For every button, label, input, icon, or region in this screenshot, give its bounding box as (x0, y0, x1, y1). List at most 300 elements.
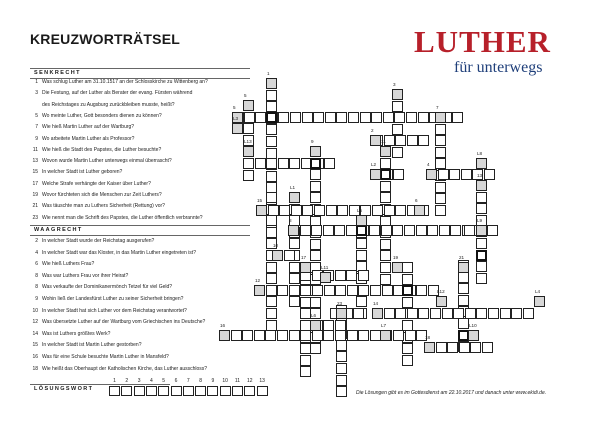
solution-box[interactable] (171, 386, 182, 396)
grid-cell[interactable] (336, 112, 347, 123)
solution-number: 10 (222, 378, 228, 384)
grid-cell[interactable] (284, 250, 295, 261)
grid-cell[interactable] (470, 342, 481, 353)
clue-text: Wie hieß Luthers Frau? (42, 261, 95, 268)
waagrecht-clue (30, 273, 128, 279)
grid-cell[interactable] (346, 270, 357, 281)
grid-cell[interactable] (254, 330, 265, 341)
senkrecht-clue (30, 147, 161, 153)
waagrecht-clue (30, 250, 196, 256)
clue-number: 9 (35, 135, 38, 142)
clue-text: Was übersetzte Luther auf der Wartburg vom Griechischen ins Deutsche? (42, 319, 206, 326)
grid-cell[interactable] (266, 320, 277, 331)
grid-cell-number: 12 (255, 278, 261, 283)
grid-cell[interactable] (380, 262, 391, 273)
grid-cell[interactable] (523, 308, 534, 319)
solution-number: 12 (247, 378, 253, 384)
grid-cell[interactable] (402, 285, 413, 296)
grid-cell[interactable] (347, 285, 358, 296)
grid-cell[interactable] (323, 330, 334, 341)
grid-cell[interactable] (243, 146, 254, 157)
grid-cell[interactable] (476, 203, 487, 214)
waagrecht-clue (30, 319, 205, 325)
grid-cell[interactable] (392, 101, 403, 112)
grid-cell[interactable] (380, 158, 391, 169)
grid-cell[interactable] (435, 147, 446, 158)
grid-cell[interactable] (353, 308, 364, 319)
grid-cell[interactable] (300, 297, 311, 308)
grid-cell[interactable] (336, 363, 347, 374)
grid-cell-number: 11 (381, 139, 386, 144)
grid-cell[interactable] (476, 180, 487, 191)
grid-cell[interactable] (310, 146, 321, 157)
grid-cell[interactable] (384, 205, 395, 216)
grid-cell[interactable] (534, 296, 545, 307)
grid-cell[interactable] (476, 238, 487, 249)
grid-cell[interactable] (289, 330, 300, 341)
grid-cell[interactable] (300, 343, 311, 354)
grid-cell[interactable] (393, 169, 404, 180)
grid-cell[interactable] (435, 205, 446, 216)
grid-cell[interactable] (310, 192, 321, 203)
grid-cell[interactable] (369, 225, 380, 236)
grid-cell[interactable] (266, 227, 277, 238)
grid-cell[interactable] (336, 375, 347, 386)
grid-cell[interactable] (324, 158, 335, 169)
grid-cell[interactable] (242, 330, 253, 341)
grid-cell[interactable] (266, 90, 277, 101)
solution-box[interactable] (244, 386, 255, 396)
grid-cell[interactable] (416, 225, 427, 236)
grid-cell-number: 2 (371, 128, 374, 133)
grid-cell[interactable] (416, 285, 427, 296)
waagrecht-clue (30, 342, 142, 348)
grid-cell[interactable] (476, 158, 487, 169)
grid-cell-number: 8 (289, 218, 292, 223)
clue-text: In welcher Stadt wurde der Reichstag ausgerufen? (42, 238, 155, 244)
grid-cell[interactable] (476, 308, 487, 319)
grid-cell[interactable] (243, 123, 254, 134)
grid-cell[interactable] (438, 169, 449, 180)
clue-number: 16 (32, 354, 38, 360)
grid-cell[interactable] (288, 225, 299, 236)
grid-cell[interactable] (458, 262, 469, 273)
grid-cell[interactable] (356, 225, 367, 236)
grid-cell[interactable] (418, 112, 429, 123)
section-divider (30, 225, 250, 226)
grid-cell-number: 5 (244, 93, 247, 98)
grid-cell[interactable] (370, 285, 381, 296)
solution-box[interactable] (220, 386, 231, 396)
solution-box[interactable] (146, 386, 157, 396)
solution-box[interactable] (195, 386, 206, 396)
grid-cell[interactable] (255, 158, 266, 169)
grid-cell[interactable] (325, 112, 336, 123)
grid-cell[interactable] (300, 355, 311, 366)
grid-cell[interactable] (380, 250, 391, 261)
grid-cell[interactable] (256, 205, 267, 216)
grid-cell[interactable] (435, 193, 446, 204)
grid-cell[interactable] (380, 330, 391, 341)
grid-cell[interactable] (405, 330, 416, 341)
clue-text: In welcher Stadt war das Kloster, in das Martin Luther eingetreten ist? (42, 249, 196, 256)
grid-cell[interactable] (450, 225, 461, 236)
senkrecht-clue (30, 203, 165, 209)
grid-cell[interactable] (289, 296, 300, 307)
logo-wordmark: LUTHER (414, 24, 551, 59)
logo-subtitle: für unterwegs (454, 59, 543, 76)
senkrecht-clue (30, 113, 162, 119)
grid-cell[interactable] (458, 295, 469, 306)
grid-cell[interactable] (266, 112, 277, 123)
grid-cell[interactable] (402, 262, 413, 273)
grid-cell[interactable] (266, 124, 277, 135)
grid-cell[interactable] (464, 225, 475, 236)
grid-cell[interactable] (435, 112, 446, 123)
grid-cell[interactable] (266, 262, 277, 273)
grid-cell[interactable] (370, 135, 381, 146)
footer-note: Die Lösungen gibt es im Gottesdienst am 22.10.2017 und danach unter www.ekidi.de. (356, 390, 547, 396)
grid-cell[interactable] (254, 285, 265, 296)
clue-text: Wo arbeitete Martin Luther als Professor? (42, 135, 135, 142)
grid-cell[interactable] (435, 158, 446, 169)
grid-cell[interactable] (266, 158, 277, 169)
grid-cell[interactable] (335, 330, 346, 341)
grid-cell[interactable] (266, 148, 277, 159)
grid-cell[interactable] (289, 273, 300, 284)
grid-cell[interactable] (326, 205, 337, 216)
clue-text: Wovon wurde Martin Luther unterwegs einmal überrascht? (42, 158, 172, 165)
solution-number: 6 (174, 378, 178, 384)
grid-cell[interactable] (414, 205, 425, 216)
grid-cell[interactable] (435, 124, 446, 135)
grid-cell[interactable] (442, 308, 453, 319)
grid-cell[interactable] (436, 342, 447, 353)
grid-cell[interactable] (310, 158, 321, 169)
grid-cell-number: 3 (393, 82, 396, 87)
grid-cell[interactable] (310, 181, 321, 192)
solution-box[interactable] (134, 386, 145, 396)
grid-cell-number: 5 (233, 105, 236, 110)
grid-cell[interactable] (255, 112, 266, 123)
grid-cell[interactable] (348, 112, 359, 123)
grid-cell[interactable] (418, 308, 429, 319)
grid-cell-number: 14 (373, 301, 379, 306)
grid-cell-number: L11 (321, 265, 329, 270)
grid-cell-number: L3 (233, 116, 239, 121)
grid-cell[interactable] (356, 250, 367, 261)
clue-number: 19 (32, 192, 38, 198)
solution-box[interactable] (183, 386, 194, 396)
waagrecht-heading: WAAGRECHT (34, 227, 83, 233)
clue-number: 12 (32, 319, 38, 326)
clue-number: 23 (32, 214, 38, 221)
grid-cell[interactable] (393, 330, 404, 341)
grid-cell[interactable] (300, 330, 311, 341)
grid-cell-number: 19 (393, 255, 399, 260)
grid-cell[interactable] (436, 296, 447, 307)
grid-cell[interactable] (395, 135, 406, 146)
solution-number: 9 (211, 378, 215, 384)
grid-cell[interactable] (395, 205, 406, 216)
clue-number: 3 (35, 90, 38, 97)
grid-cell[interactable] (300, 225, 311, 236)
grid-cell[interactable] (336, 308, 347, 319)
grid-cell[interactable] (335, 320, 346, 331)
grid-cell[interactable] (336, 340, 347, 351)
grid-cell-number: 13 (477, 173, 483, 178)
grid-cell[interactable] (335, 270, 346, 281)
grid-cell[interactable] (244, 112, 255, 123)
solution-box[interactable] (121, 386, 132, 396)
grid-cell[interactable] (277, 330, 288, 341)
grid-cell[interactable] (484, 169, 495, 180)
grid-cell[interactable] (347, 330, 358, 341)
grid-cell[interactable] (370, 169, 381, 180)
grid-cell[interactable] (449, 169, 460, 180)
grid-cell[interactable] (266, 285, 277, 296)
grid-cell[interactable] (310, 239, 321, 250)
grid-cell[interactable] (476, 273, 487, 284)
grid-cell[interactable] (372, 205, 383, 216)
waagrecht-clue (30, 296, 183, 302)
grid-cell[interactable] (427, 225, 438, 236)
senkrecht-clue (30, 181, 151, 187)
clue-number: 2 (35, 238, 38, 244)
grid-cell[interactable] (302, 205, 313, 216)
clue-text: Wie nennt man die Schrift des Papstes, die Luther öffentlich verbrannte? (42, 214, 203, 221)
clue-text: Was täuschte man zu Luthers Sicherheit (Rettung) vor? (42, 203, 165, 210)
solution-number: 7 (186, 378, 190, 384)
grid-cell[interactable] (232, 123, 243, 134)
grid-cell[interactable] (277, 285, 288, 296)
grid-cell[interactable] (465, 308, 476, 319)
grid-cell[interactable] (266, 171, 277, 182)
grid-cell[interactable] (447, 342, 458, 353)
grid-cell[interactable] (392, 89, 403, 100)
grid-cell[interactable] (335, 285, 346, 296)
clue-text: In welcher Stadt ist Martin Luther gestorben? (42, 342, 142, 349)
grid-cell[interactable] (289, 192, 300, 203)
grid-cell[interactable] (487, 225, 498, 236)
solution-box[interactable] (257, 386, 268, 396)
grid-cell[interactable] (324, 285, 335, 296)
grid-cell-number: L9 (477, 218, 483, 223)
grid-cell[interactable] (402, 355, 413, 366)
grid-cell[interactable] (402, 274, 413, 285)
grid-cell[interactable] (404, 225, 415, 236)
waagrecht-clue (30, 366, 207, 372)
grid-cell[interactable] (372, 308, 383, 319)
clue-text: Was war Luthers Frau vor ihrer Heirat? (42, 272, 129, 279)
grid-cell[interactable] (243, 170, 254, 181)
grid-cell[interactable] (243, 100, 254, 111)
grid-cell-number: L6 (311, 313, 317, 318)
grid-cell[interactable] (289, 158, 300, 169)
senkrecht-clue (30, 169, 122, 175)
grid-cell[interactable] (356, 296, 367, 307)
grid-cell[interactable] (392, 225, 403, 236)
grid-cell[interactable] (383, 112, 394, 123)
grid-cell-number: L1 (290, 185, 296, 190)
grid-cell[interactable] (291, 205, 302, 216)
solution-box[interactable] (207, 386, 218, 396)
grid-cell[interactable] (435, 182, 446, 193)
grid-cell[interactable] (392, 147, 403, 158)
grid-cell[interactable] (380, 274, 391, 285)
section-divider (30, 384, 170, 385)
grid-cell[interactable] (300, 262, 311, 273)
grid-cell[interactable] (266, 136, 277, 147)
grid-cell[interactable] (453, 308, 464, 319)
grid-cell[interactable] (358, 270, 369, 281)
grid-cell[interactable] (358, 285, 369, 296)
grid-cell[interactable] (289, 285, 300, 296)
grid-cell[interactable] (392, 124, 403, 135)
grid-cell[interactable] (278, 158, 289, 169)
grid-cell[interactable] (337, 205, 348, 216)
grid-cell-number: L12 (437, 289, 445, 294)
solution-box[interactable] (232, 386, 243, 396)
grid-cell[interactable] (459, 342, 470, 353)
grid-cell[interactable] (430, 308, 441, 319)
grid-cell[interactable] (266, 192, 277, 203)
grid-cell[interactable] (314, 205, 325, 216)
grid-cell-number: 7 (436, 105, 439, 110)
clue-text: Was ist Luthers größtes Werk? (42, 330, 111, 337)
grid-cell-number: L2 (371, 162, 377, 167)
grid-cell[interactable] (476, 225, 487, 236)
solution-box[interactable] (109, 386, 120, 396)
grid-cell[interactable] (310, 169, 321, 180)
grid-cell[interactable] (356, 215, 367, 226)
grid-cell[interactable] (266, 273, 277, 284)
grid-cell[interactable] (392, 262, 403, 273)
clue-text: Wie hieß Martin Luther auf der Wartburg? (42, 124, 135, 131)
grid-cell[interactable] (278, 112, 289, 123)
grid-cell[interactable] (310, 297, 321, 308)
grid-cell[interactable] (402, 297, 413, 308)
grid-cell[interactable] (458, 318, 469, 329)
grid-cell[interactable] (266, 296, 277, 307)
senkrecht-heading: SENKRECHT (34, 70, 81, 76)
solution-number: 8 (199, 378, 202, 384)
grid-cell[interactable] (380, 181, 391, 192)
grid-cell[interactable] (266, 215, 277, 226)
grid-cell-number: 21 (459, 255, 465, 260)
grid-cell[interactable] (265, 330, 276, 341)
grid-cell[interactable] (313, 112, 324, 123)
grid-cell[interactable] (266, 78, 277, 89)
grid-cell[interactable] (468, 330, 479, 341)
grid-cell[interactable] (418, 135, 429, 146)
grid-cell[interactable] (336, 351, 347, 362)
grid-cell[interactable] (289, 262, 300, 273)
grid-cell[interactable] (279, 205, 290, 216)
grid-cell[interactable] (382, 285, 393, 296)
grid-cell[interactable] (452, 112, 463, 123)
grid-cell[interactable] (323, 225, 334, 236)
grid-cell[interactable] (302, 112, 313, 123)
grid-cell[interactable] (336, 386, 347, 397)
grid-cell[interactable] (312, 330, 323, 341)
grid-cell[interactable] (381, 225, 392, 236)
grid-cell[interactable] (358, 330, 369, 341)
grid-cell[interactable] (356, 238, 367, 249)
clue-text: Was schlug Luther am 31.10.1517 an der Schlosskirche zu Wittenberg an? (42, 79, 208, 85)
grid-cell[interactable] (371, 112, 382, 123)
solution-number: 2 (125, 378, 129, 384)
clue-number: 13 (32, 158, 38, 165)
grid-cell[interactable] (380, 146, 391, 157)
grid-cell[interactable] (407, 135, 418, 146)
grid-cell[interactable] (476, 250, 487, 261)
grid-cell[interactable] (476, 261, 487, 272)
grid-cell[interactable] (360, 112, 371, 123)
grid-cell[interactable] (266, 308, 277, 319)
solution-box[interactable] (158, 386, 169, 396)
clue-text: Was verkaufte der Dominikanermönch Tetzel für viel Geld? (42, 284, 173, 291)
grid-cell[interactable] (320, 272, 331, 283)
grid-cell[interactable] (310, 250, 321, 261)
grid-cell[interactable] (334, 225, 345, 236)
grid-cell[interactable] (458, 283, 469, 294)
grid-cell-number: L5 (357, 208, 363, 213)
grid-cell[interactable] (395, 308, 406, 319)
clue-number: 11 (32, 146, 38, 153)
grid-cell[interactable] (231, 330, 242, 341)
grid-cell[interactable] (482, 342, 493, 353)
grid-cell[interactable] (311, 225, 322, 236)
waagrecht-clue (30, 284, 172, 290)
grid-cell[interactable] (380, 169, 391, 180)
grid-cell[interactable] (407, 308, 418, 319)
grid-cell[interactable] (310, 343, 321, 354)
grid-cell[interactable] (289, 238, 300, 249)
grid-cell[interactable] (488, 308, 499, 319)
grid-cell[interactable] (461, 169, 472, 180)
grid-cell[interactable] (426, 169, 437, 180)
grid-cell[interactable] (310, 320, 321, 331)
grid-cell[interactable] (300, 366, 311, 377)
grid-cell[interactable] (300, 308, 311, 319)
grid-cell[interactable] (290, 112, 301, 123)
grid-cell[interactable] (406, 112, 417, 123)
grid-cell[interactable] (323, 320, 334, 331)
grid-cell[interactable] (380, 192, 391, 203)
grid-cell[interactable] (500, 308, 511, 319)
grid-cell[interactable] (243, 158, 254, 169)
grid-cell[interactable] (458, 272, 469, 283)
grid-cell[interactable] (394, 112, 405, 123)
grid-cell[interactable] (312, 285, 323, 296)
grid-cell[interactable] (476, 192, 487, 203)
solution-number: 4 (150, 378, 153, 384)
clue-number: 8 (35, 272, 38, 279)
grid-cell[interactable] (300, 285, 311, 296)
grid-cell[interactable] (435, 135, 446, 146)
grid-cell[interactable] (219, 330, 230, 341)
grid-cell[interactable] (439, 225, 450, 236)
grid-cell[interactable] (402, 343, 413, 354)
grid-cell[interactable] (380, 239, 391, 250)
grid-cell[interactable] (384, 308, 395, 319)
grid-cell[interactable] (424, 342, 435, 353)
grid-cell[interactable] (511, 308, 522, 319)
grid-cell[interactable] (272, 250, 283, 261)
grid-cell[interactable] (266, 101, 277, 112)
grid-cell[interactable] (268, 205, 279, 216)
